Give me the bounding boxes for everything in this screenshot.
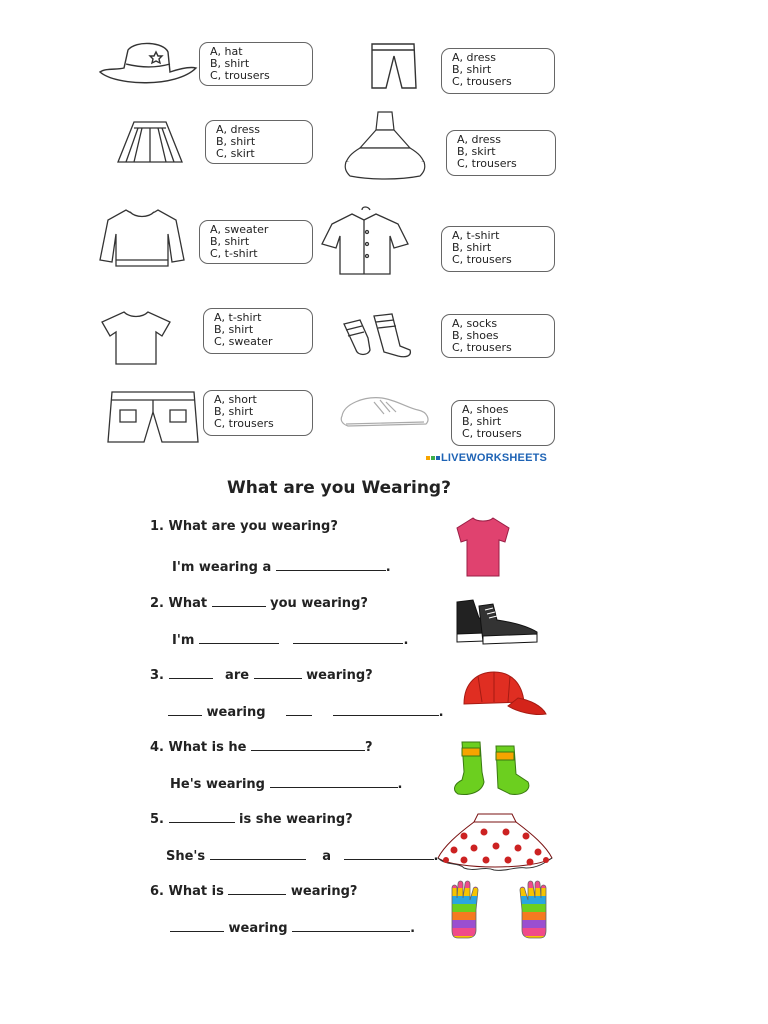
quiz-options-8[interactable] bbox=[441, 314, 555, 358]
question-text: 6. What is bbox=[150, 884, 224, 899]
question-text: are bbox=[225, 668, 250, 683]
quiz-option[interactable]: A, dress bbox=[452, 51, 497, 64]
dress-icon bbox=[340, 108, 430, 180]
worksheet-title: What are you Wearing? bbox=[227, 478, 451, 498]
question-blank[interactable] bbox=[251, 737, 365, 751]
quiz-option[interactable]: B, shirt bbox=[210, 57, 250, 70]
answer-blank[interactable] bbox=[199, 630, 279, 644]
quiz-option[interactable]: A, t-shirt bbox=[214, 311, 262, 324]
question-text: 3. bbox=[150, 668, 164, 683]
question-text: wearing? bbox=[306, 668, 373, 683]
answer-text: He's wearing bbox=[170, 777, 265, 792]
quiz-option[interactable]: A, sweater bbox=[210, 223, 269, 236]
quiz-options-7[interactable] bbox=[203, 308, 313, 354]
quiz-option[interactable]: C, trousers bbox=[452, 75, 512, 88]
quiz-options-4[interactable] bbox=[446, 130, 556, 176]
answer-end: . bbox=[385, 560, 391, 575]
quiz-option[interactable]: C, trousers bbox=[452, 341, 512, 354]
answer-5 bbox=[166, 846, 438, 864]
quiz-option[interactable]: C, trousers bbox=[210, 69, 270, 82]
answer-text: She's bbox=[166, 849, 206, 864]
answer-blank[interactable] bbox=[286, 702, 312, 716]
green-socks-icon bbox=[452, 738, 532, 800]
question-4 bbox=[150, 737, 373, 755]
skirt-icon bbox=[114, 118, 186, 166]
question-text: ? bbox=[364, 740, 373, 755]
question-text: 1. What are you wearing? bbox=[150, 519, 338, 534]
answer-blank[interactable] bbox=[333, 702, 439, 716]
quiz-option[interactable]: A, t-shirt bbox=[452, 229, 500, 242]
answer-blank[interactable] bbox=[170, 918, 224, 932]
answer-text: wearing bbox=[228, 921, 288, 936]
quiz-option[interactable]: A, dress bbox=[457, 133, 502, 146]
quiz-option[interactable]: A, short bbox=[214, 393, 257, 406]
quiz-option[interactable]: C, trousers bbox=[214, 417, 274, 430]
question-blank[interactable] bbox=[169, 809, 235, 823]
quiz-option[interactable]: C, trousers bbox=[457, 157, 517, 170]
answer-text: a bbox=[322, 849, 331, 864]
quiz-option[interactable]: B, shirt bbox=[214, 405, 254, 418]
answer-end: . bbox=[410, 921, 416, 936]
quiz-option[interactable]: B, skirt bbox=[457, 145, 496, 158]
quiz-options-5[interactable] bbox=[199, 220, 313, 264]
question-text: 4. What is he bbox=[150, 740, 247, 755]
answer-6 bbox=[170, 918, 415, 936]
answer-blank[interactable] bbox=[210, 846, 306, 860]
red-tshirt-icon bbox=[455, 514, 511, 580]
striped-gloves-icon bbox=[446, 880, 552, 940]
shoes-icon bbox=[338, 390, 434, 432]
answer-2 bbox=[172, 630, 408, 648]
answer-text: wearing bbox=[206, 705, 266, 720]
liveworksheets-logo[interactable] bbox=[426, 452, 547, 464]
question-text: 2. What bbox=[150, 596, 208, 611]
answer-blank[interactable] bbox=[276, 557, 386, 571]
answer-end: . bbox=[403, 633, 409, 648]
quiz-option[interactable]: C, skirt bbox=[216, 147, 255, 160]
polka-skirt-icon bbox=[434, 810, 556, 874]
question-blank[interactable] bbox=[228, 881, 286, 895]
quiz-option[interactable]: B, shirt bbox=[210, 235, 250, 248]
quiz-option[interactable]: A, dress bbox=[216, 123, 261, 136]
answer-blank[interactable] bbox=[293, 630, 403, 644]
quiz-options-10[interactable] bbox=[451, 400, 555, 446]
quiz-option[interactable]: A, shoes bbox=[462, 403, 509, 416]
quiz-option[interactable]: B, shirt bbox=[216, 135, 256, 148]
quiz-option[interactable]: B, shirt bbox=[452, 63, 492, 76]
hat-icon bbox=[96, 38, 200, 90]
quiz-option[interactable]: B, shoes bbox=[452, 329, 499, 342]
question-text: wearing? bbox=[290, 884, 358, 899]
quiz-option[interactable]: C, trousers bbox=[462, 427, 522, 440]
answer-text: I'm wearing a bbox=[172, 560, 272, 575]
quiz-option[interactable]: B, shirt bbox=[452, 241, 492, 254]
answer-blank[interactable] bbox=[168, 702, 202, 716]
shorts-icon bbox=[106, 388, 200, 446]
answer-1 bbox=[172, 557, 391, 575]
question-blank[interactable] bbox=[254, 665, 302, 679]
answer-end: . bbox=[397, 777, 403, 792]
sneakers-icon bbox=[449, 596, 543, 646]
question-1 bbox=[150, 519, 338, 534]
quiz-options-1[interactable] bbox=[199, 42, 313, 86]
answer-blank[interactable] bbox=[292, 918, 410, 932]
cap-icon bbox=[458, 668, 548, 720]
answer-3 bbox=[168, 702, 444, 720]
socks-icon bbox=[340, 310, 420, 362]
answer-text: I'm bbox=[172, 633, 195, 648]
question-text: 5. bbox=[150, 812, 164, 827]
shirt-icon bbox=[318, 206, 412, 278]
question-2 bbox=[150, 593, 368, 611]
quiz-options-2[interactable] bbox=[441, 48, 555, 94]
quiz-options-6[interactable] bbox=[441, 226, 555, 272]
brand-text: LIVEWORKSHEETS bbox=[441, 452, 548, 464]
answer-blank[interactable] bbox=[344, 846, 434, 860]
answer-end: . bbox=[433, 849, 439, 864]
question-text: is she wearing? bbox=[239, 812, 353, 827]
quiz-options-9[interactable] bbox=[203, 390, 313, 436]
question-blank[interactable] bbox=[169, 665, 213, 679]
answer-end: . bbox=[438, 705, 444, 720]
question-text: you wearing? bbox=[270, 596, 368, 611]
quiz-option[interactable]: C, trousers bbox=[452, 253, 512, 266]
question-3 bbox=[150, 665, 373, 683]
quiz-options-3[interactable] bbox=[205, 120, 313, 164]
tshirt-icon bbox=[96, 308, 176, 368]
answer-blank[interactable] bbox=[270, 774, 398, 788]
quiz-option[interactable]: B, shirt bbox=[214, 323, 254, 336]
trousers-icon bbox=[364, 40, 424, 92]
quiz-option[interactable]: A, hat bbox=[210, 45, 243, 58]
question-5 bbox=[150, 809, 353, 827]
quiz-option[interactable]: C, sweater bbox=[214, 335, 273, 348]
question-blank[interactable] bbox=[212, 593, 266, 607]
quiz-option[interactable]: C, t-shirt bbox=[210, 247, 258, 260]
sweater-icon bbox=[96, 204, 188, 274]
quiz-option[interactable]: A, socks bbox=[452, 317, 498, 330]
logo-squares-icon bbox=[426, 452, 441, 464]
question-6 bbox=[150, 881, 357, 899]
quiz-option[interactable]: B, shirt bbox=[462, 415, 502, 428]
answer-4 bbox=[170, 774, 402, 792]
